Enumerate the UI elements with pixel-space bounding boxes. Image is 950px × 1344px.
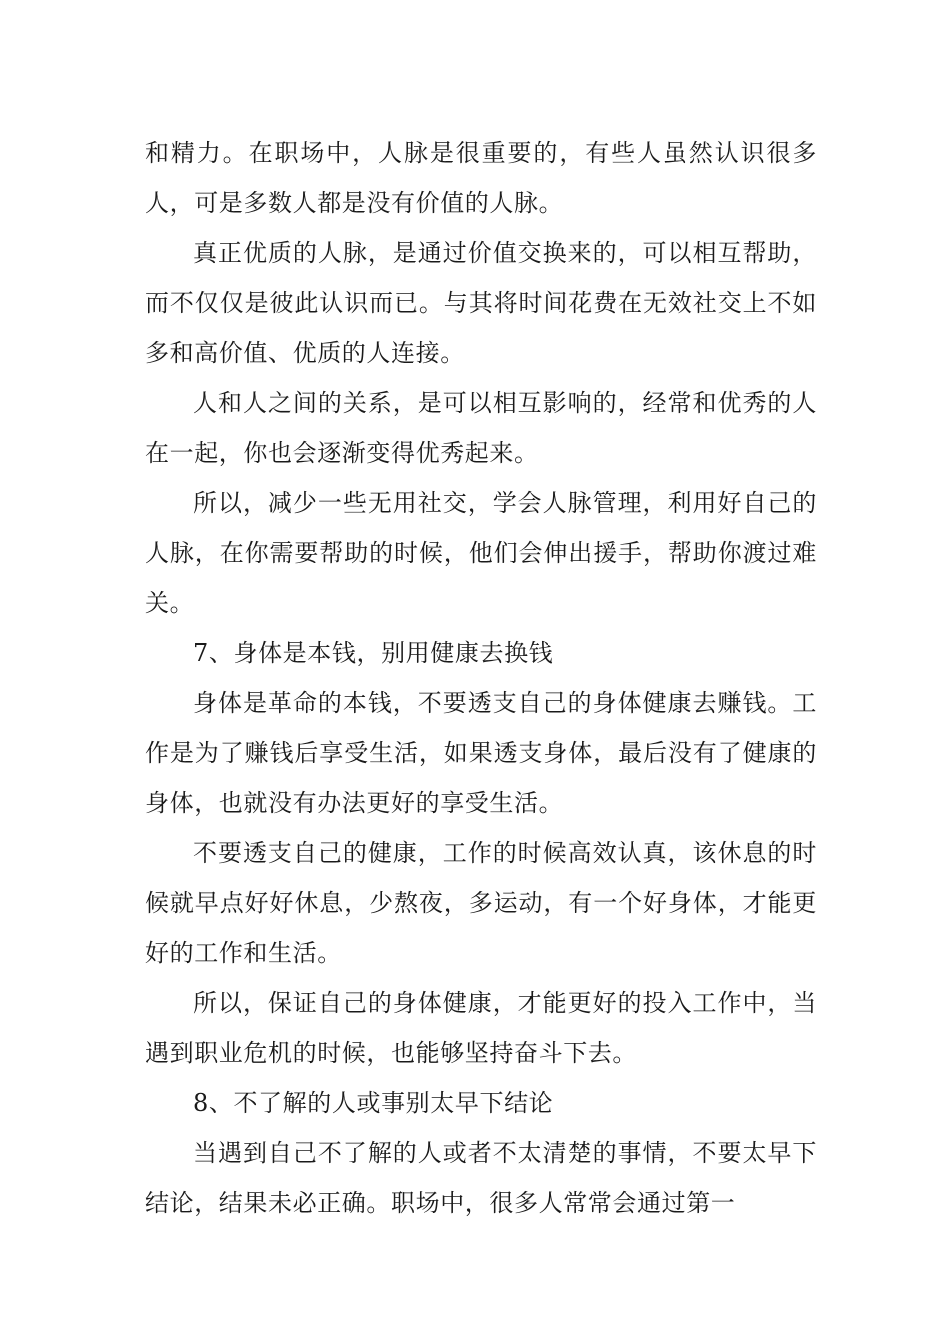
paragraph-1: 和精力。在职场中，人脉是很重要的，有些人虽然认识很多人，可是多数人都是没有价值的人脉。	[145, 139, 817, 217]
paragraph-6: 不要透支自己的健康，工作的时候高效认真，该休息的时候就早点好好休息，少熬夜，多运动，有一个好身体，才能更好的工作和生活。	[145, 839, 817, 967]
paragraph-4: 所以，减少一些无用社交，学会人脉管理，利用好自己的人脉，在你需要帮助的时候，他们会伸出援手，帮助你渡过难关。	[145, 489, 817, 617]
paragraph-7: 所以，保证自己的身体健康，才能更好的投入工作中，当遇到职业危机的时候，也能够坚持奋斗下去。	[145, 989, 817, 1067]
paragraph-8: 当遇到自己不了解的人或者不太清楚的事情，不要太早下结论，结果未必正确。职场中，很多人常常会通过第一	[145, 1139, 817, 1217]
document-body	[145, 128, 817, 1228]
section-heading-7: 7、身体是本钱，别用健康去换钱	[193, 639, 554, 667]
paragraph-5: 身体是革命的本钱，不要透支自己的身体健康去赚钱。工作是为了赚钱后享受生活，如果透支身体，最后没有了健康的身体，也就没有办法更好的享受生活。	[145, 689, 817, 817]
section-heading-8: 8、不了解的人或事别太早下结论	[193, 1089, 554, 1117]
paragraph-3: 人和人之间的关系，是可以相互影响的，经常和优秀的人在一起，你也会逐渐变得优秀起来。	[145, 389, 817, 467]
paragraph-2: 真正优质的人脉，是通过价值交换来的，可以相互帮助，而不仅仅是彼此认识而已。与其将时间花费在无效社交上不如多和高价值、优质的人连接。	[145, 239, 817, 367]
